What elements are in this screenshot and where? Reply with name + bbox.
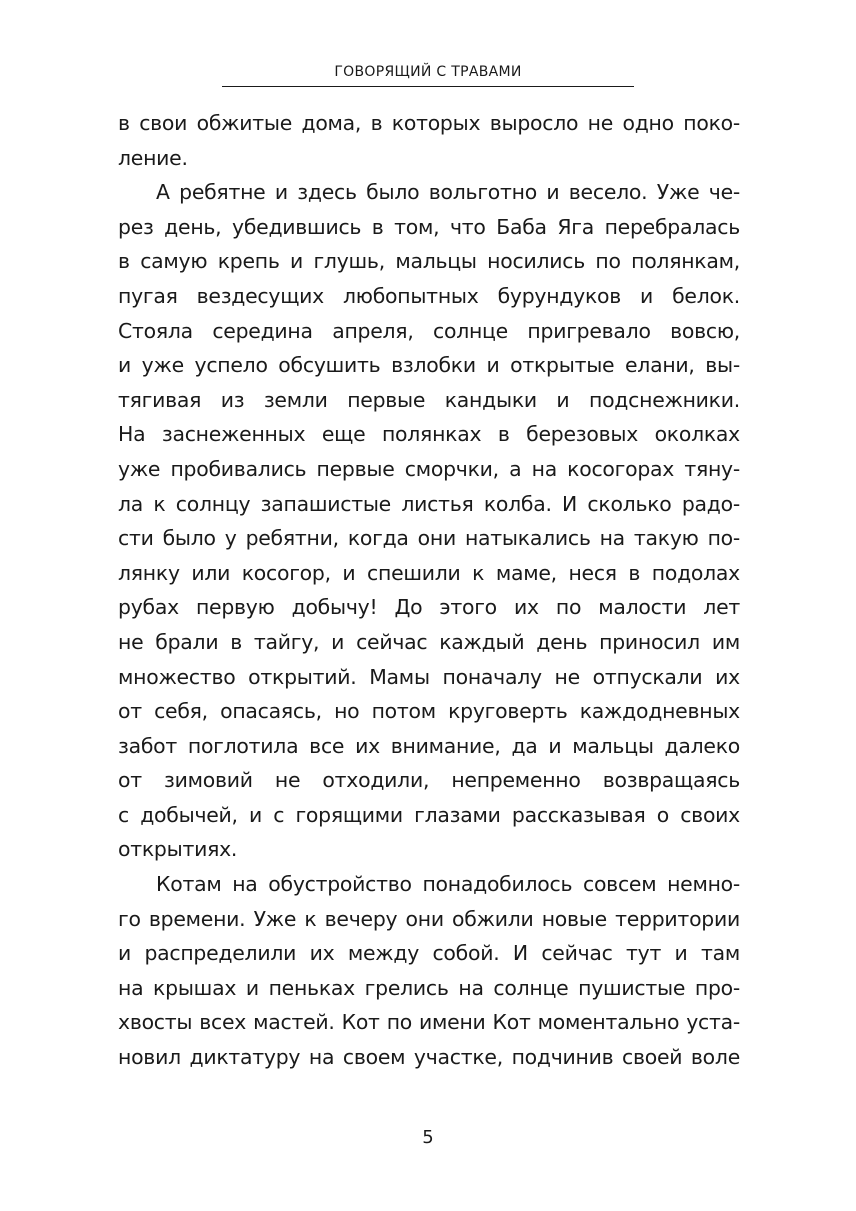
text-line: не брали в тайгу, и сейчас каждый день приносил им xyxy=(118,629,740,654)
text-line: уже пробивались первые сморчки, а на косогорах тяну- xyxy=(118,456,740,481)
text-line: ление. xyxy=(118,145,188,170)
text-line: ла к солнцу запашистые листья колба. И сколько радо- xyxy=(118,491,740,516)
text-line: Стояла середина апреля, солнце пригревало вовсю, xyxy=(118,318,740,343)
text-line: и уже успело обсушить взлобки и открытые елани, вы- xyxy=(118,353,740,378)
body-text xyxy=(118,106,740,1075)
page-number: 5 xyxy=(422,1127,434,1148)
text-line: На заснеженных еще полянках в березовых околках xyxy=(118,422,740,447)
text-line: с добычей, и с горящими глазами рассказывая о своих xyxy=(118,802,740,827)
text-line: тягивая из земли первые кандыки и подснежники. xyxy=(118,387,740,412)
text-line: и распределили их между собой. И сейчас тут и там xyxy=(118,941,740,966)
text-line: от зимовий не отходили, непременно возвращаясь xyxy=(118,768,740,793)
running-header xyxy=(222,62,634,87)
text-line: новил диктатуру на своем участке, подчинив своей воле xyxy=(118,1045,740,1070)
text-line: в свои обжитые дома, в которых выросло не одно поко- xyxy=(118,111,740,135)
text-line: го времени. Уже к вечеру они обжили новые территории xyxy=(118,906,740,931)
text-line: множество открытий. Мамы поначалу не отпускали их xyxy=(118,664,740,689)
text-line: забот поглотила все их внимание, да и мальцы далеко xyxy=(118,733,740,758)
text-line: рубах первую добычу! До этого их по малости лет xyxy=(118,595,740,620)
text-line: от себя, опасаясь, но потом круговерть каждодневных xyxy=(118,699,740,724)
text-line: сти было у ребятни, когда они натыкались на такую по- xyxy=(118,526,740,551)
text-line: в самую крепь и глушь, мальцы носились по полянкам, xyxy=(118,249,740,274)
text-line: Котам на обустройство понадобилось совсем немно- xyxy=(156,872,740,897)
text-line: на крышах и пеньках грелись на солнце пушистые про- xyxy=(118,975,740,1000)
running-title: ГОВОРЯЩИЙ С ТРАВАМИ xyxy=(334,64,522,80)
text-line: пугая вездесущих любопытных бурундуков и белок. xyxy=(118,283,740,308)
text-line: открытиях. xyxy=(118,837,238,862)
text-line: А ребятне и здесь было вольготно и весело. Уже че- xyxy=(156,180,740,205)
text-line: лянку или косогор, и спешили к маме, неся в подолах xyxy=(118,560,740,585)
text-line: хвосты всех мастей. Кот по имени Кот моментально уста- xyxy=(118,1010,740,1035)
text-line: рез день, убедившись в том, что Баба Яга перебралась xyxy=(118,214,740,239)
